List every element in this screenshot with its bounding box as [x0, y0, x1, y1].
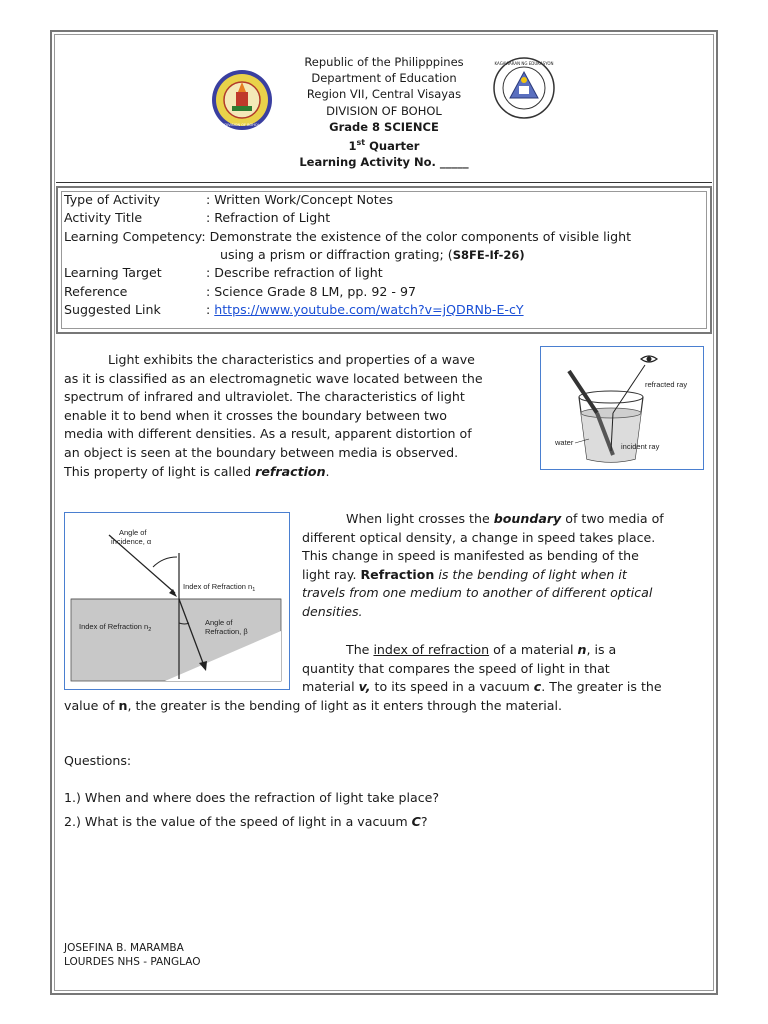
footer-author: JOSEFINA B. MARAMBA: [64, 942, 184, 954]
refraction-label-line1: Angle of: [205, 618, 233, 627]
header-grade: Grade 8 SCIENCE: [329, 119, 439, 134]
n2-label: Index of Refraction $n_2$: [79, 622, 152, 633]
header-activity-number: Learning Activity No. _____: [299, 155, 469, 170]
info-row-target: Learning Target : Describe refraction of light: [64, 265, 383, 280]
angle-refraction-figure: [64, 512, 290, 690]
deped-seal-icon: [492, 56, 556, 120]
info-row-competency: Learning Competency: Demonstrate the existence of the color components of visible light: [64, 229, 632, 244]
index-paragraph: The index of refraction of a material n, is a quantity that compares the speed of light in that material v, to its speed in a vacuum c. The greater is the: [302, 642, 662, 695]
header-department: Department of Education: [311, 71, 457, 86]
incident-ray-label: incident ray: [621, 442, 660, 451]
header-division: DIVISION OF BOHOL: [326, 103, 442, 118]
glass-refraction-figure: [540, 346, 704, 470]
refraction-angle-diagram: [65, 513, 289, 689]
water-label: water: [555, 438, 574, 447]
incidence-label-line2: incidence, α: [111, 537, 152, 546]
header-text-block: [56, 54, 712, 170]
glass-diagram: [541, 347, 703, 469]
incidence-label-line1: Angle of: [119, 528, 147, 537]
header-region: Region VII, Central Visayas: [306, 87, 462, 102]
refracted-ray-label: refracted ray: [645, 380, 688, 389]
suggested-video-link[interactable]: https://www.youtube.com/watch?v=jQDRNb-E-cY: [214, 302, 524, 317]
header-republic: Republic of the Philipppines: [304, 55, 464, 69]
document-header: [56, 36, 712, 182]
info-row-link: Suggested Link : https://www.youtube.com/watch?v=jQDRNb-E-cY: [64, 302, 524, 317]
index-paragraph-last-line: value of n, the greater is the bending of light as it enters through the material.: [64, 698, 563, 713]
info-row-type: Type of Activity : Written Work/Concept Notes: [64, 192, 394, 207]
svg-text:KAGAWARAN NG EDUKASYON: KAGAWARAN NG EDUKASYON: [494, 61, 554, 66]
intro-paragraph: Light exhibits the characteristics and properties of a wave as it is classified as an electromagnetic wave located between the spectrum of infrared and ultraviolet. The characteristics of light enable it to bend when it crosses the boundary between two media with different densities. As a result, apparent distortion of an object is seen at the boundary between media is observed. This property of light is called refraction.: [64, 352, 483, 479]
header-quarter: 1st Quarter: [348, 138, 420, 153]
refraction-label-line2: Refraction, β: [205, 627, 248, 636]
deped-bohol-seal-icon: [210, 68, 274, 132]
footer-school: LOURDES NHS - PANGLAO: [64, 956, 201, 968]
info-row-reference: Reference : Science Grade 8 LM, pp. 92 - 97: [64, 284, 416, 299]
svg-text:DIVISION OF BOHOL: DIVISION OF BOHOL: [224, 123, 260, 127]
questions-heading: Questions:: [64, 753, 132, 768]
question-2: 2.) What is the value of the speed of light in a vacuum C?: [64, 814, 428, 829]
question-1: 1.) When and where does the refraction of light take place?: [64, 790, 440, 805]
boundary-paragraph: When light crosses the boundary of two media of different optical density, a change in speed takes place. This change in speed is manifested as bending of the light ray. Refraction is the bending of light when it travels from one medium to another of different optical densities.: [302, 511, 664, 619]
info-row-competency-cont: using a prism or diffraction grating; (S8FE-If-26): [220, 247, 525, 262]
header-divider: [56, 182, 712, 183]
n1-label: Index of Refraction $n_1$: [183, 582, 256, 593]
info-row-title: Activity Title : Refraction of Light: [64, 210, 331, 225]
